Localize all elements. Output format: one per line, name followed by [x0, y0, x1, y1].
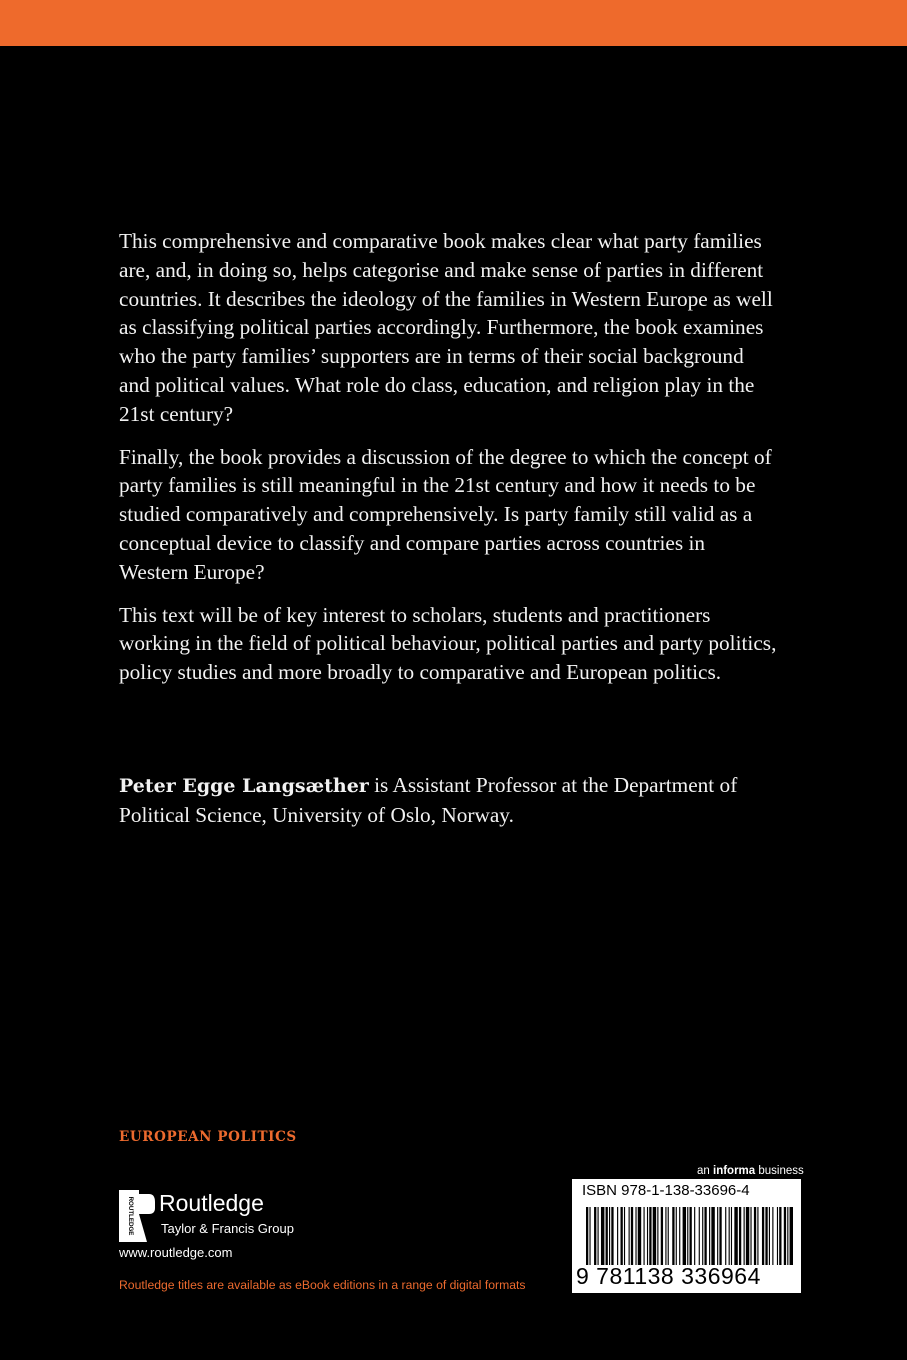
barcode-bar	[757, 1207, 758, 1265]
barcode-bar	[746, 1207, 749, 1265]
barcode-bar	[784, 1207, 786, 1265]
barcode-bar	[676, 1207, 677, 1265]
publisher-name: Routledge	[159, 1190, 264, 1216]
author-bio	[119, 771, 779, 830]
barcode-bar	[606, 1207, 608, 1265]
barcode-bar	[638, 1207, 641, 1265]
blurb-paragraph-1: This comprehensive and comparative book makes clear what party families are, and, in doing so, helps categorise and make sense of parties in different countries. It describes the ideology of the families in Western Europe as well as classifying political parties accordingly. Furthermore, the book examines who the party families’ supporters are in terms of their social background and political values. What role do class, education, and religion play in the 21st century?	[119, 229, 773, 426]
author-name: Peter Egge Langsæther	[119, 775, 369, 797]
barcode-bar	[739, 1207, 741, 1265]
barcode-bar	[683, 1207, 686, 1265]
barcode-bar	[717, 1207, 718, 1265]
barcode-bar	[699, 1207, 700, 1265]
top-color-band	[0, 0, 907, 46]
barcode-bar	[704, 1207, 706, 1265]
barcode-bar	[665, 1207, 666, 1265]
barcode-bar	[762, 1207, 764, 1265]
barcode-digits: 9 781138 336964	[576, 1263, 761, 1289]
barcode-bar	[644, 1207, 645, 1265]
barcode-bar	[772, 1207, 773, 1265]
barcode-bar	[647, 1207, 648, 1265]
barcode-bar	[719, 1207, 721, 1265]
barcode-bar	[617, 1207, 618, 1265]
routledge-logo-icon	[119, 1190, 155, 1242]
barcode-bar	[702, 1207, 703, 1265]
barcode-bar	[635, 1207, 636, 1265]
barcode-bar	[687, 1207, 688, 1265]
barcode-bar	[769, 1207, 770, 1265]
barcode-bar	[657, 1207, 658, 1265]
barcode-bar	[709, 1207, 710, 1265]
barcode-bar	[649, 1207, 651, 1265]
barcode-bar	[744, 1207, 745, 1265]
isbn-barcode	[572, 1179, 801, 1293]
barcode-bar	[750, 1207, 751, 1265]
barcode-bar	[629, 1207, 630, 1265]
ebook-note: Routledge titles are available as eBook editions in a range of digital formats	[119, 1278, 526, 1292]
barcode-bar	[586, 1207, 588, 1265]
informa-prefix: an	[697, 1165, 713, 1177]
barcode-bar	[787, 1207, 788, 1265]
isbn-label: ISBN 978-1-138-33696-4	[582, 1182, 750, 1199]
publisher-logo	[119, 1190, 319, 1242]
barcode-bar	[594, 1207, 596, 1265]
publisher-url: www.routledge.com	[119, 1245, 233, 1260]
informa-business-label	[697, 1165, 804, 1177]
barcode-bar	[611, 1207, 613, 1265]
back-cover-blurb	[119, 227, 779, 701]
barcode-bar	[668, 1207, 669, 1265]
barcode-bar	[765, 1207, 767, 1265]
barcode-bar	[777, 1207, 778, 1265]
informa-suffix: business	[755, 1165, 804, 1177]
barcode-bar	[601, 1207, 604, 1265]
barcode-bar	[779, 1207, 781, 1265]
barcode-bar	[631, 1207, 633, 1265]
barcode-bar	[690, 1207, 692, 1265]
series-name: EUROPEAN POLITICS	[119, 1129, 297, 1145]
barcode-bar	[729, 1207, 730, 1265]
publisher-group: Taylor & Francis Group	[161, 1221, 294, 1236]
barcode-bar	[694, 1207, 695, 1265]
informa-brand: informa	[713, 1165, 756, 1177]
author-bio-text: is Assistant Professor at the Department of Political Science, University of Oslo, Norway.	[119, 773, 738, 827]
barcode-bar	[711, 1207, 714, 1265]
barcode-bar	[589, 1207, 590, 1265]
barcode-bar	[754, 1207, 756, 1265]
barcode-bar	[598, 1207, 599, 1265]
blurb-paragraph-3: This text will be of key interest to scholars, students and practitioners working in the field of political behaviour, political parties and party politics, policy studies and more broadly to comparative and European politics.	[119, 602, 777, 685]
barcode-bar	[679, 1207, 680, 1265]
barcode-bar	[609, 1207, 610, 1265]
barcode-bar	[734, 1207, 737, 1265]
routledge-logo-mark-text: ROUTLEDGE	[127, 1196, 134, 1236]
blurb-paragraph-2: Finally, the book provides a discussion of the degree to which the concept of party families is still meaningful in the 21st century and how it needs to be studied comparatively and comprehensively. Is party family still valid as a conceptual device to classify and compare parties across countries in Western Europe?	[119, 444, 772, 584]
barcode-bar	[672, 1207, 674, 1265]
barcode-bar	[661, 1207, 663, 1265]
barcode-bar	[731, 1207, 732, 1265]
barcode-bar	[621, 1207, 623, 1265]
barcode-bar	[725, 1207, 726, 1265]
barcode-bar	[653, 1207, 656, 1265]
barcode-bar	[790, 1207, 793, 1265]
barcode-bar	[624, 1207, 625, 1265]
